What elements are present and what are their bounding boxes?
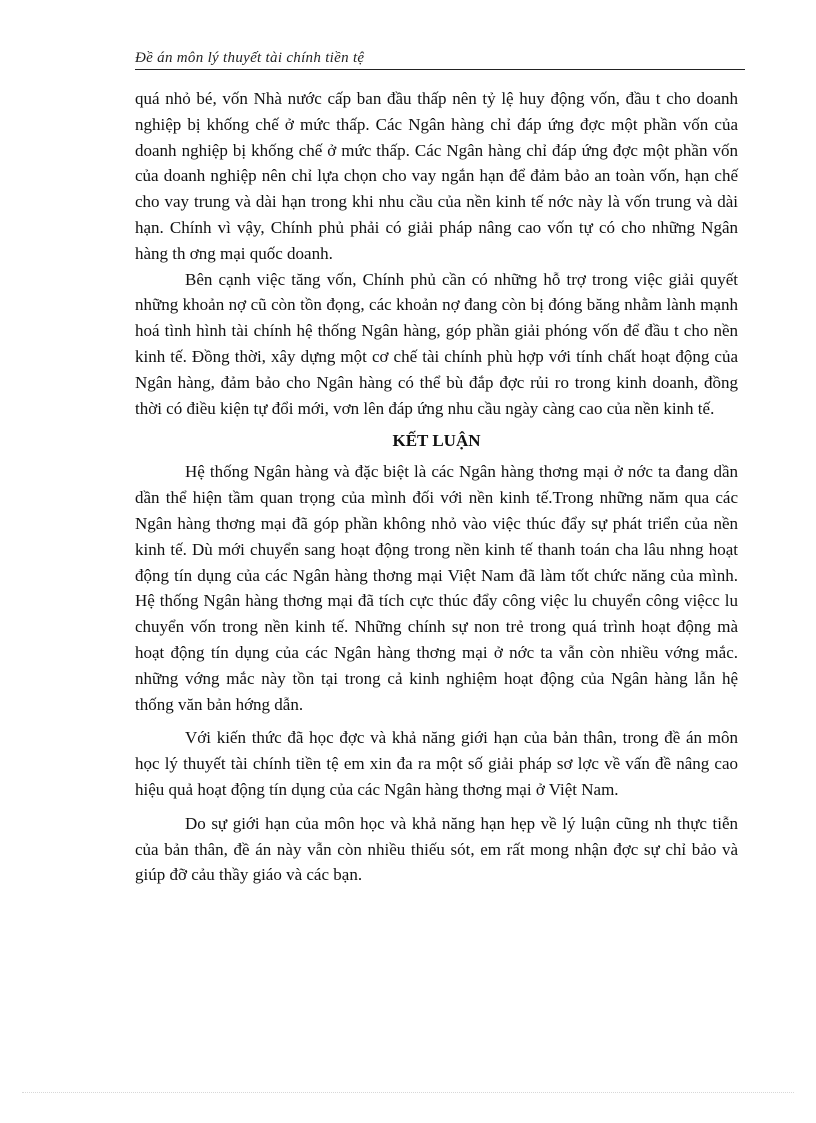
footer-divider: [22, 1092, 794, 1093]
paragraph-capital-support: Bên cạnh việc tăng vốn, Chính phủ cần có những hỗ trợ trong việc giải quyết những khoản nợ cũ còn tồn đọng, các khoản nợ đang còn bị đóng băng nhằm lành mạnh hoá tình hình tài chính hệ thống Ngân hàng, góp phần giải phóng vốn để đầu t cho nền kinh tế. Đồng thời, xây dựng một cơ chế tài chính phù hợp với tính chất hoạt động của Ngân hàng, đảm bảo cho Ngân hàng có thể bù đắp đợc rủi ro trong kinh doanh, đồng thời có điều kiện tự đổi mới, vơn lên đáp ứng nhu cầu ngày càng cao của nền kinh tế.: [135, 269, 738, 418]
section-heading-conclusion: KẾT LUẬN: [392, 431, 481, 451]
header-title: Đề án môn lý thuyết tài chính tiền tệ: [135, 50, 365, 66]
paragraph-conclusion-2: Với kiến thức đã học đợc và khả năng giới hạn của bản thân, trong đề án môn học lý thuyết tài chính tiền tệ em xin đa ra một số giải pháp sơ lợc về vấn đề nâng cao hiệu quả hoạt động tín dụng của các Ngân hàng thơng mại ở Việt Nam.: [135, 728, 738, 799]
paragraph-conclusion-1: Hệ thống Ngân hàng và đặc biệt là các Ngân hàng thơng mại ở nớc ta đang dần dần thể hiện tầm quan trọng của mình đối với nền kinh tế.Trong những năm qua các Ngân hàng thơng mại đã góp phần không nhỏ vào việc thúc đẩy sự phát triển của nền kinh tế. Dù mới chuyển sang hoạt động trong nền kinh tế thanh toán cha lâu nhng hoạt động tín dụng của các Ngân hàng thơng mại Việt Nam đã làm tốt chức năng của mình. Hệ thống Ngân hàng thơng mại đã tích cực thúc đẩy công việc lu chuyển công việcc lu chuyển vốn trong nền kinh tế. Những chính sự non trẻ trong quá trình hoạt động mà hoạt động tín dụng của các Ngân hàng thơng mại ở nớc ta vẫn còn nhiều vớng mắc. những vớng mắc này tồn tại trong cả kinh nghiệm hoạt động của Ngân hàng lẫn hệ thống văn bản hớng dẫn.: [135, 462, 738, 714]
paragraph-conclusion-3: Do sự giới hạn của môn học và khả năng hạn hẹp về lý luận cũng nh thực tiễn của bản thân, đề án này vẫn còn nhiều thiếu sót, em rất mong nhận đợc sự chỉ bảo và giúp đỡ cảu thầy giáo và các bạn.: [135, 813, 738, 885]
document-body: [135, 86, 738, 888]
paragraph-continuation: quá nhỏ bé, vốn Nhà nước cấp ban đầu thấp nên tỷ lệ huy động vốn, đầu t cho doanh nghiệp bị khống chế ở mức thấp. Các Ngân hàng chỉ đáp ứng đợc một phần vốn của doanh nghiệp bị khống chế ở mức thấp. Các Ngân hàng chỉ đáp ứng đợc một phần vốn của doanh nghiệp nên chỉ lựa chọn cho vay ngắn hạn để đảm bảo an toàn vốn, hạn chế cho vay trung và dài hạn trong khi nhu cầu của nền kinh tế nớc này là vốn trung và dài hạn. Chính vì vậy, Chính phủ phải có giải pháp nâng cao vốn tự có cho những Ngân hàng th ơng mại quốc doanh.: [135, 89, 738, 263]
page-header: [135, 50, 745, 70]
